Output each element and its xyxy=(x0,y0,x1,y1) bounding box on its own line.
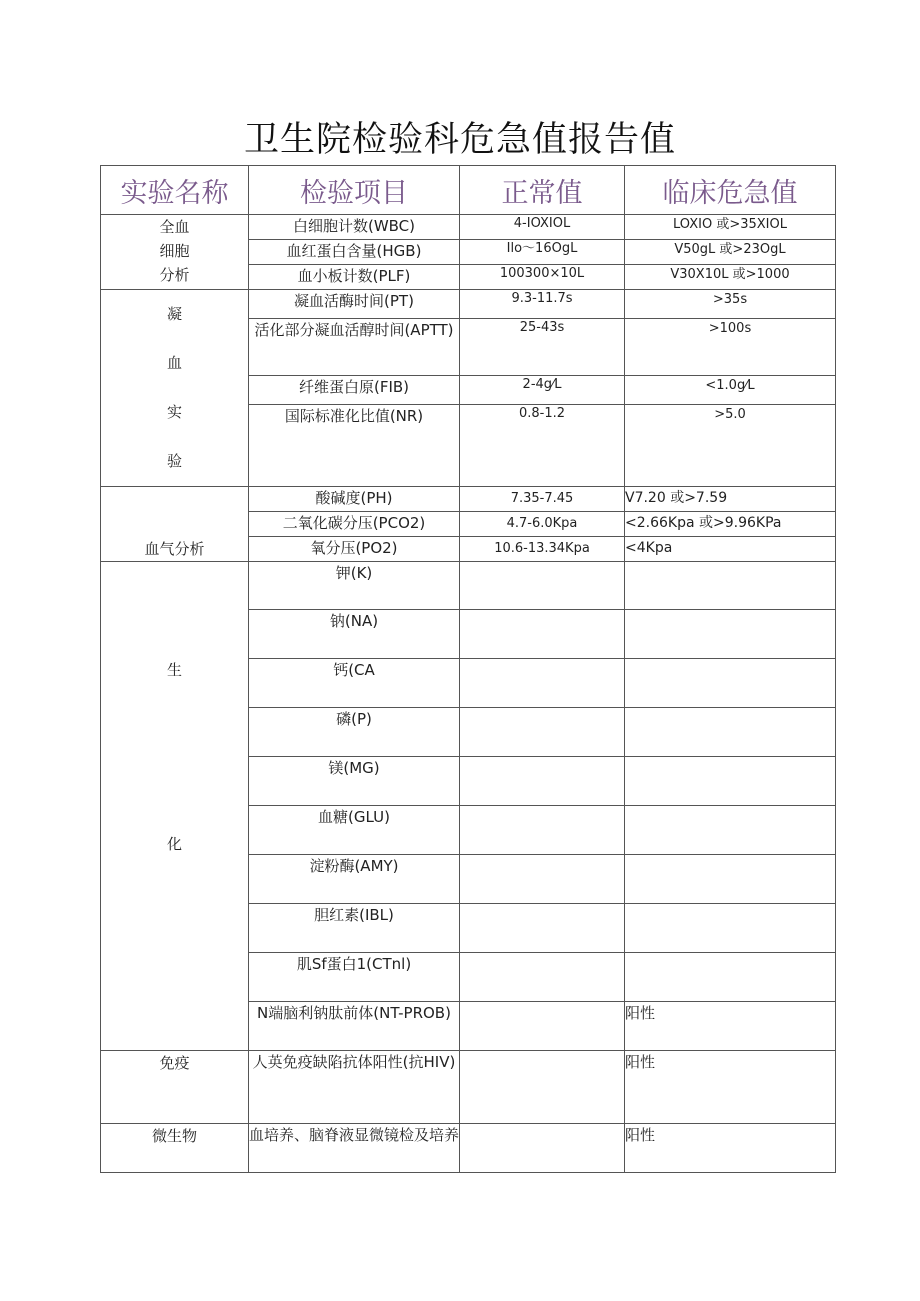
normal-value xyxy=(460,1124,625,1173)
category-coagulation xyxy=(101,290,249,487)
test-item: 镁(MG) xyxy=(249,757,460,806)
category-line: 全血 xyxy=(159,218,190,236)
normal-value: 4-IOXIOL xyxy=(460,215,625,240)
critical-value: V7.20 或>7.59 xyxy=(625,487,836,512)
category-blood-gas: 血气分析 xyxy=(101,487,249,562)
header-normal-value: 正常值 xyxy=(460,166,625,215)
test-item: 血糖(GLU) xyxy=(249,806,460,855)
test-item: 磷(P) xyxy=(249,708,460,757)
normal-value: 0.8-1.2 xyxy=(460,404,625,486)
test-item: 淀粉酶(AMY) xyxy=(249,855,460,904)
normal-value: 4.7-6.0Kpa xyxy=(460,512,625,537)
critical-value: >100s xyxy=(625,318,836,375)
category-line: 验 xyxy=(166,452,182,470)
test-item: 氧分压(PO2) xyxy=(249,537,460,562)
normal-value xyxy=(460,610,625,659)
table-row xyxy=(101,290,836,319)
normal-value xyxy=(460,757,625,806)
normal-value: Ilo～16OgL xyxy=(460,240,625,265)
critical-value: <4Kpa xyxy=(625,537,836,562)
test-item: 二氧化碳分压(PCO2) xyxy=(249,512,460,537)
test-item: 凝血活酶时间(PT) xyxy=(249,290,460,319)
critical-value xyxy=(625,904,836,953)
normal-value: 2-4g⁄L xyxy=(460,375,625,404)
critical-value: LOXIO 或>35XIOL xyxy=(625,215,836,240)
test-item: 血培养、脑脊液显微镜检及培养 xyxy=(249,1124,460,1173)
test-item: 人英免疫缺陷抗体阳性(抗HIV) xyxy=(249,1051,460,1124)
test-item: 白细胞计数(WBC) xyxy=(249,215,460,240)
test-item: 钙(CA xyxy=(249,659,460,708)
table-row xyxy=(101,215,836,240)
normal-value: 10.6-13.34Kpa xyxy=(460,537,625,562)
test-item: 钾(K) xyxy=(249,562,460,610)
category-line: 分析 xyxy=(159,266,190,284)
test-item: 国际标准化比值(NR) xyxy=(249,404,460,486)
category-immunology: 免疫 xyxy=(101,1051,249,1124)
header-test-name: 实验名称 xyxy=(101,166,249,215)
critical-value: <1.0g⁄L xyxy=(625,375,836,404)
critical-values-table xyxy=(100,165,836,1173)
critical-value xyxy=(625,610,836,659)
normal-value xyxy=(460,708,625,757)
critical-value: >35s xyxy=(625,290,836,319)
test-item: 血红蛋白含量(HGB) xyxy=(249,240,460,265)
category-line: 实 xyxy=(166,403,182,421)
normal-value xyxy=(460,904,625,953)
normal-value xyxy=(460,953,625,1002)
category-line: 生 xyxy=(166,661,182,679)
critical-value xyxy=(625,562,836,610)
category-line: 细胞 xyxy=(159,242,190,260)
critical-value: V50gL 或>23OgL xyxy=(625,240,836,265)
normal-value xyxy=(460,1051,625,1124)
test-item: 纤维蛋白原(FIB) xyxy=(249,375,460,404)
category-line: 凝 xyxy=(166,305,182,323)
normal-value xyxy=(460,659,625,708)
table-row xyxy=(101,562,836,610)
table-row xyxy=(101,1051,836,1124)
normal-value xyxy=(460,562,625,610)
category-line: 血 xyxy=(166,354,182,372)
test-item: 钠(NA) xyxy=(249,610,460,659)
page-title: 卫生院检验科危急值报告值 xyxy=(243,120,676,160)
critical-value xyxy=(625,953,836,1002)
header-test-item: 检验项目 xyxy=(249,166,460,215)
normal-value: 100300×10L xyxy=(460,265,625,290)
critical-value: 阳性 xyxy=(625,1124,836,1173)
normal-value xyxy=(460,1002,625,1051)
test-item: 血小板计数(PLF) xyxy=(249,265,460,290)
category-biochemistry xyxy=(101,562,249,1051)
normal-value: 9.3-11.7s xyxy=(460,290,625,319)
category-line: 化 xyxy=(166,835,182,853)
category-microbiology: 微生物 xyxy=(101,1124,249,1173)
critical-value: >5.0 xyxy=(625,404,836,486)
category-cbc xyxy=(101,215,249,290)
critical-value: V30X10L 或>1000 xyxy=(625,265,836,290)
header-critical-value: 临床危急值 xyxy=(625,166,836,215)
critical-value: 阳性 xyxy=(625,1002,836,1051)
critical-value xyxy=(625,757,836,806)
critical-value xyxy=(625,806,836,855)
table-row xyxy=(101,1124,836,1173)
test-item: 胆红素(IBL) xyxy=(249,904,460,953)
critical-value xyxy=(625,855,836,904)
normal-value xyxy=(460,855,625,904)
normal-value: 25-43s xyxy=(460,318,625,375)
critical-value: <2.66Kpa 或>9.96KPa xyxy=(625,512,836,537)
critical-value xyxy=(625,708,836,757)
table-header-row xyxy=(101,166,836,215)
critical-value: 阳性 xyxy=(625,1051,836,1124)
test-item: 活化部分凝血活醇时间(APTT) xyxy=(249,318,460,375)
test-item: 肌Sf蛋白1(CTnl) xyxy=(249,953,460,1002)
normal-value: 7.35-7.45 xyxy=(460,487,625,512)
table-row xyxy=(101,487,836,512)
test-item: 酸碱度(PH) xyxy=(249,487,460,512)
test-item: N端脑利钠肽前体(NT-PROB) xyxy=(249,1002,460,1051)
normal-value xyxy=(460,806,625,855)
critical-value xyxy=(625,659,836,708)
